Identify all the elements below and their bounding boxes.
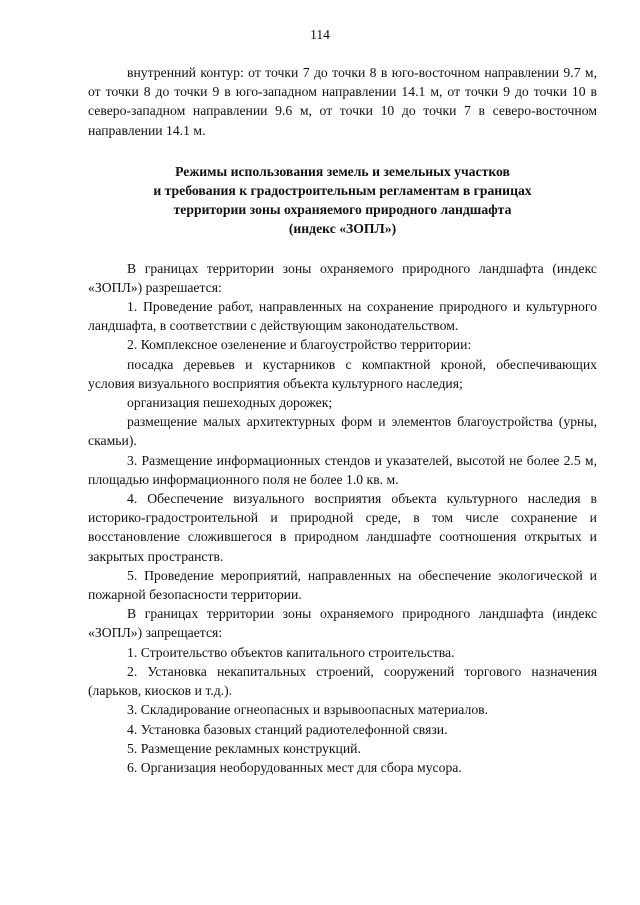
heading-line: Режимы использования земель и земельных участков xyxy=(175,163,510,179)
prohibited-intro-paragraph: В границах территории зоны охраняемого природного ландшафта (индекс «ЗОПЛ») запрещается: xyxy=(88,606,597,641)
permitted-item-2-sub-1: посадка деревьев и кустарников с компактной кроной, обеспечивающих условия визуального восприятия объекта культурного наследия; xyxy=(88,356,597,391)
prohibited-item-2: 2. Установка некапитальных строений, сооружений торгового назначения (ларьков, киосков и т.д.). xyxy=(88,663,597,699)
permitted-item-1: 1. Проведение работ, направленных на сохранение природного и культурного ландшафта, в соответствии с действующим законодательством. xyxy=(88,299,597,334)
permitted-item-2-sub-3: размещение малых архитектурных форм и элементов благоустройства (урны, скамьи). xyxy=(88,414,597,449)
permitted-item-2-sub-2: организация пешеходных дорожек; xyxy=(127,395,333,411)
prohibited-item-3: 3. Складирование огнеопасных и взрывоопасных материалов. xyxy=(127,702,489,718)
page-number: 114 xyxy=(310,27,330,42)
document-body xyxy=(88,63,597,777)
intro-paragraph: внутренний контур: от точки 7 до точки 8 в юго-восточном направлении 9.7 м, от точки 8 до точки 9 в юго-западном направлении 14.1 м, от точки 9 до точки 10 в северо-западном направлении 9.6 м, от точки 10 до точки 7 в северо-восточном направлении 14.1 м. xyxy=(88,65,597,138)
permitted-item-4: 4. Обеспечение визуального восприятия объекта культурного наследия в историко-градостроительной и природной среде, в том числе сохранение и восстановление сложившегося в природном ландшафте соотношения открытых и закрытых пространств. xyxy=(88,491,597,564)
permitted-intro-paragraph: В границах территории зоны охраняемого природного ландшафта (индекс «ЗОПЛ») разрешается: xyxy=(88,260,597,295)
prohibited-item-6: 6. Организация необорудованных мест для сбора мусора. xyxy=(127,759,462,775)
section-heading xyxy=(88,162,597,239)
prohibited-item-1: 1. Строительство объектов капитального строительства. xyxy=(127,644,455,660)
heading-line: (индекс «ЗОПЛ») xyxy=(288,221,397,237)
heading-line: и требования к градостроительным регламентам в границах xyxy=(153,183,532,199)
permitted-item-2: 2. Комплексное озеленение и благоустройство территории: xyxy=(127,337,472,353)
heading-line: территории зоны охраняемого природного ландшафта xyxy=(173,202,512,218)
permitted-item-5: 5. Проведение мероприятий, направленных на обеспечение экологической и пожарной безопасности территории. xyxy=(88,567,597,603)
prohibited-item-5: 5. Размещение рекламных конструкций. xyxy=(127,740,361,756)
permitted-item-3: 3. Размещение информационных стендов и указателей, высотой не более 2.5 м, площадью информационного поля не более 1.0 кв. м. xyxy=(88,452,597,487)
prohibited-item-4: 4. Установка базовых станций радиотелефонной связи. xyxy=(127,721,448,737)
